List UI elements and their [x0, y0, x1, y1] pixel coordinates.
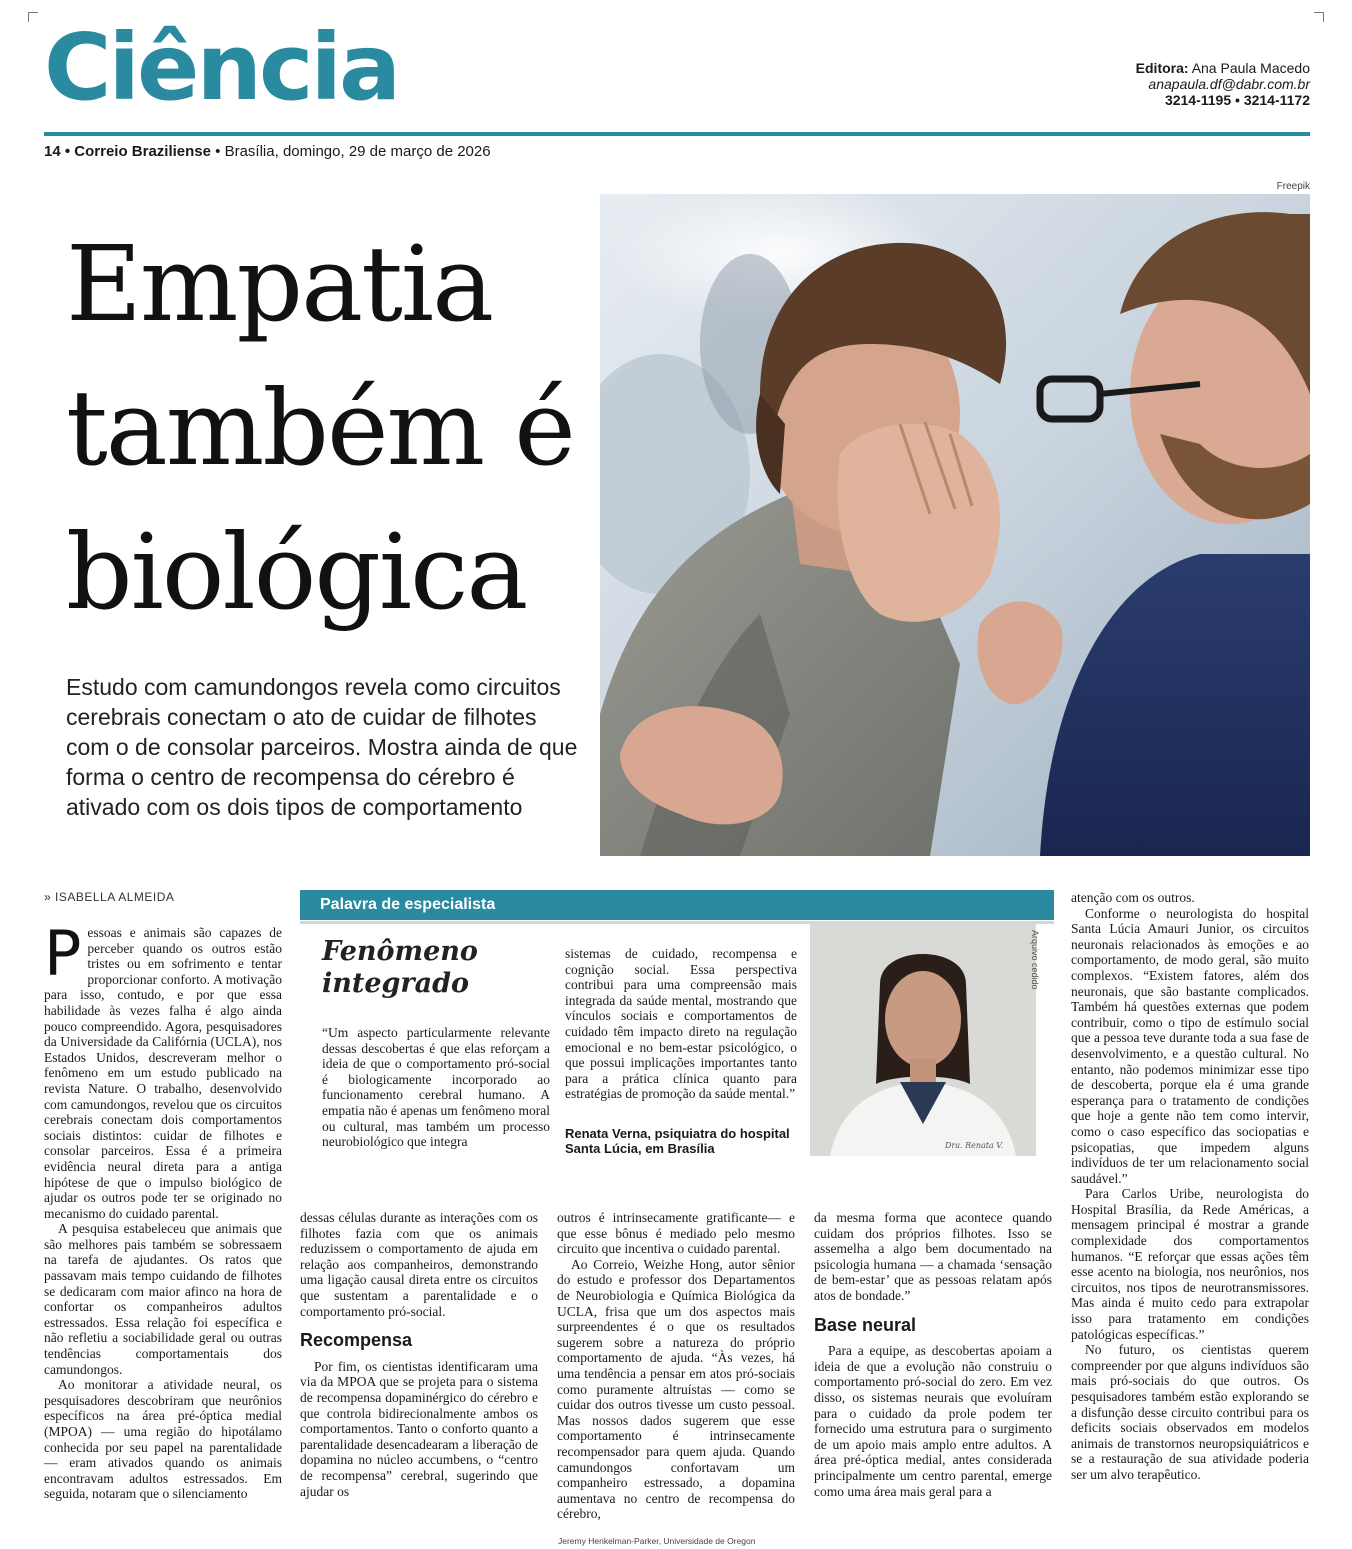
paragraph: Ao Correio, Weizhe Hong, autor sênior do estudo e professor dos Departamentos de Neurobiologia e Química Biológica da UCLA, frisa que um dos aspectos mais surpreendentes é o que os resultados sugerem sobre a natureza do próprio comportamento de ajuda. “Às vezes, há uma tendência a pensar em atos pró-sociais como puramente altruístas — como se cuidar dos outros tivesse um custo pessoal. Mas nossos dados sugerem que esse comportamento é intrinsecamente recompensador para quem ajuda. Quando camundongos confortavam um companheiro estressado, a dopamina aumentava no centro de recompensa do cérebro,: [557, 1256, 795, 1522]
main-photo: [600, 194, 1310, 856]
page-number: 14: [44, 143, 61, 160]
expert-box-label: Palavra de especialista: [300, 890, 1054, 920]
paragraph: A pesquisa estabeleceu que animais que são melhores pais também se sobressaem na tarefa de ajudantes. Os ratos que passavam mais tempo cuidando de filhotes se dedicaram com maior afinco na hora de confortar os companheiros adultos estressados. Essa relação foi específica e não refletiu a sociabilidade geral ou outras tendências comportamentais dos camundongos.: [44, 1221, 282, 1377]
article-column-4: [814, 1210, 1052, 1499]
expert-quote-part2: sistemas de cuidado, recompensa e cognição social. Essa perspectiva contribui para uma compreensão mais integrada da saúde mental, mostrando que vínculos sociais e comportamentos de cuidado têm impacto direto na regulação emocional e no bem-estar psicológico, o que possui implicações importantes tanto para a prática clínica quanto para estratégias de promoção da saúde mental.”: [565, 946, 797, 1102]
header-rule: [44, 132, 1310, 136]
expert-quote-part1: “Um aspecto particularmente relevante dessas descobertas é que elas reforçam a ideia de que o comportamento pró-social é biologicamente incorporado ao funcionamento cerebral humano. A empatia não é apenas um fenômeno moral ou cultural, mas também um processo neurobiológico que integra: [322, 1025, 550, 1150]
paragraph: Para Carlos Uribe, neurologista do Hospital Brasília, da Rede Américas, a mensagem principal é mostrar a grande complexidade dos comportamentos humanos. “E reforçar que essas ações têm esse acento na biologia, nos neurônios, nos circuitos, nos tipos de neurotransmissores. Mas ainda é muito cedo para extrapolar isso para tratamento em condições patológicas específicas.”: [1071, 1186, 1309, 1342]
paragraph: dessas células durante as interações com os filhotes fazia com que os animais reduzissem o comportamento de ajuda em relação aos companheiros, demonstrando uma ligação causal direta entre os circuitos que sustentam a parentalidade e o comportamento pró-social.: [300, 1210, 538, 1319]
editor-phones: 3214-1195 • 3214-1172: [1164, 92, 1310, 108]
headline-line: também é: [66, 367, 574, 489]
paragraph: Para a equipe, as descobertas apoiam a ideia de que a evolução não construiu o comportamento pró-social do zero. Em vez disso, os sistemas neurais que evoluíram para o cuidado da prole podem ter fornecido uma estrutura para o surgimento de um apoio mais amplo entre adultos. A área pré-óptica medial, antes considerada principalmente um centro parental, emerge como uma área mais geral para a: [814, 1343, 1052, 1499]
paragraph: Conforme o neurologista do hospital Santa Lúcia Amauri Junior, os circuitos neuronais relacionados às emoções e ao comportamento, de modo geral, são muito complexos. “Existem fatores, além dos neuronais, que são bastante complicados. Também há questões externas que podem contribuir, como o tipo de estímulo social que a pessoa teve durante toda a sua fase de desenvolvimento, e a questão cultural. No entanto, não podemos minimizar esse tipo de descoberta, porque ela é uma grande esperança para o tratamento de condições que hoje a gente não tem como intervir, como o caso específico das sociopatias e psicopatias, que impedem alguns indivíduos de ter um relacionamento social saudável.”: [1071, 905, 1309, 1186]
crop-mark-top-right: [1314, 12, 1324, 22]
drop-cap: P: [44, 917, 82, 990]
headline: [66, 212, 706, 644]
byline: » ISABELLA ALMEIDA: [44, 890, 175, 904]
editor-name: Ana Paula Macedo: [1191, 60, 1310, 76]
editor-label: Editora:: [1135, 60, 1189, 76]
coat-embroidery: Dra. Renata V.: [945, 1141, 1004, 1150]
paragraph: Por fim, os cientistas identificaram uma via da MPOA que se projeta para o sistema de recompensa dopaminérgico do cérebro e que controla bidirecionalmente ambos os comportamentos. Tanto o conforto quanto a parentalidade desencadearam a liberação de dopamina no núcleo accumbens, o “centro de recompensa” cerebral, sugerindo que ajudar os: [300, 1358, 538, 1499]
paragraph: atenção com os outros.: [1071, 890, 1195, 905]
article-column-2: [300, 1210, 538, 1499]
paragraph: Ao monitorar a atividade neural, os pesquisadores descobriram que neurônios específicos na área pré-óptica medial (MPOA) — uma região do hipotálamo conhecida por seu papel na parentalidade — eram ativados quando os animais encontravam adultos estressados. Em seguida, notaram que o silenciamento: [44, 1377, 282, 1502]
subhead-base-neural: Base neural: [814, 1314, 917, 1335]
expert-photo-credit: Arquivo cedido: [1030, 930, 1040, 990]
paragraph: outros é intrinsecamente gratificante— e que esse bônus é mediado pelo mesmo circuito que incentiva o cuidado parental.: [557, 1210, 795, 1257]
paragraph: Pessoas e animais são capazes de perceber quando os outros estão tristes ou em sofrimento e tentar proporcionar conforto. A motivação para isso, contudo, e por que essa habilidade às vezes falha é algo ainda pouco compreendido. Agora, pesquisadores da Universidade da Califórnia (UCLA), nos Estados Unidos, descreveram melhor o fenômeno em um estudo publicado na revista Nature. O trabalho, desenvolvido com camundongos, revelou que os circuitos cerebrais conectam dois comportamentos sociais distintos: cuidar de filhotes e consolar parceiros. Essa é a primeira evidência neural direta para a antiga hipótese de que o impulso biológico de ajudar os outros pode ter se originado no mecanismo do cuidado parental.: [44, 917, 282, 1221]
main-photo-credit: Freepik: [1276, 181, 1310, 192]
headline-line: biológica: [66, 511, 527, 633]
paragraph: da mesma forma que acontece quando cuidam dos próprios filhotes. Isso se assemelha a algo bem documentado na psicologia humana — a chamada ‘sensação de bem-estar’ que as pessoas relatam após atos de bondade.”: [814, 1210, 1052, 1303]
section-title: Ciência: [44, 14, 399, 121]
issue-date: Brasília, domingo, 29 de março de 2026: [224, 143, 491, 160]
editor-block: [1136, 60, 1310, 108]
editor-email[interactable]: anapaula.df@dabr.com.br: [1148, 76, 1310, 92]
crop-mark-top-left: [28, 12, 38, 22]
article-column-1: [44, 917, 282, 1502]
dateline: 14 • Correio Braziliense • Brasília, domingo, 29 de março de 2026: [44, 143, 491, 160]
bottom-photo-credit: Jeremy Henkelman-Parker, Universidade de Oregon: [558, 1536, 756, 1546]
expert-box-title: Fenômeno integrado: [322, 936, 478, 999]
expert-box: [300, 890, 1054, 1168]
expert-signature: Renata Verna, psiquiatra do hospital Santa Lúcia, em Brasília: [565, 1126, 790, 1156]
deck: Estudo com camundongos revela como circuitos cerebrais conectam o ato de cuidar de filhotes com o de consolar parceiros. Mostra ainda de que forma o centro de recompensa do cérebro é ativado com os dois tipos de comportamento: [66, 674, 578, 820]
expert-portrait: [810, 924, 1036, 1156]
subhead-recompensa: Recompensa: [300, 1330, 413, 1351]
article-column-5: [1071, 890, 1309, 1483]
main-photo-illustration: [600, 194, 1310, 856]
article-column-3: [557, 1210, 795, 1522]
headline-line: Empatia: [66, 223, 493, 345]
newspaper-name: Correio Braziliense: [74, 143, 211, 160]
paragraph: No futuro, os cientistas querem compreender por que alguns indivíduos são mais pró-sociais do que outros. Os pesquisadores também estão explorando se a disfunção desse circuito contribui para os deficits sociais observados em modelos animais de transtornos neuropsiquiátricos e se a restauração de sua atividade poderia ser um alvo terapêutico.: [1071, 1342, 1309, 1482]
expert-photo: [810, 924, 1036, 1156]
